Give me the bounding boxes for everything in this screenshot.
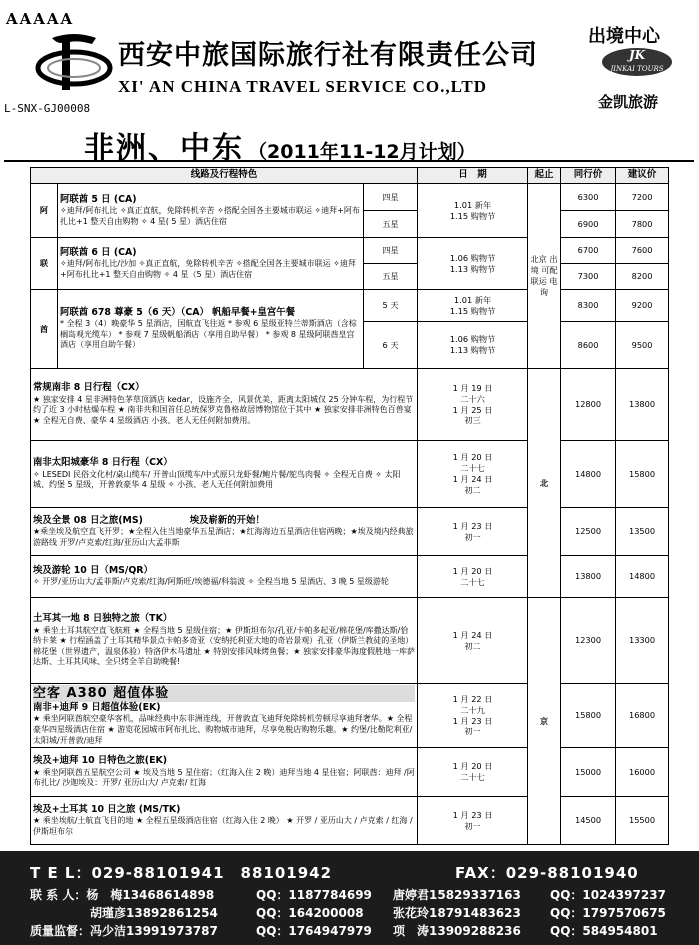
route-name: 埃及+土耳其 10 日之旅 (MS/TK) — [33, 803, 181, 815]
contact-qq: QQ：1764947979 — [256, 924, 372, 938]
date-cell — [418, 508, 528, 556]
retail-price: 13800 — [616, 369, 669, 441]
date-line: 初一 — [464, 726, 481, 737]
date-line: 1 月 24 日 — [452, 474, 493, 484]
route-cell — [58, 184, 364, 238]
jinkai-logo-text: JINKAI TOURS — [610, 65, 664, 73]
table-header-row — [31, 168, 669, 184]
col-header-peer-price: 同行价 — [561, 168, 616, 184]
license-code: L-SNX-GJ00008 — [4, 102, 91, 115]
table-row — [31, 748, 669, 797]
company-name-cn: 西安中旅国际旅行社有限责任公司 — [118, 40, 538, 71]
route-name-row — [33, 515, 415, 527]
retail-price: 15500 — [616, 797, 669, 845]
retail-price: 16800 — [616, 684, 669, 748]
table-row — [31, 238, 669, 264]
route-name: 南非太阳城豪华 8 日行程（CX） — [33, 457, 173, 469]
tier-cell: 5 天 — [364, 290, 418, 322]
date-line: 1 月 20 日 — [452, 565, 493, 576]
retail-price: 8200 — [616, 264, 669, 290]
date-line: 初二 — [464, 640, 481, 651]
peer-price: 15000 — [561, 748, 616, 797]
route-name: 土耳其一地 8 日独特之旅（TK） — [33, 613, 173, 625]
route-highlight: 埃及崭新的开始！ — [189, 514, 265, 526]
date-line: 1 月 24 日 — [452, 629, 493, 640]
date-line: 1.13 购物节 — [449, 345, 496, 355]
date-line: 二十六 — [460, 393, 485, 404]
date-cell — [418, 184, 528, 238]
date-line: 初一 — [464, 531, 481, 542]
peer-price: 12300 — [561, 598, 616, 684]
route-cell — [31, 684, 418, 748]
retail-price: 14800 — [616, 556, 669, 598]
route-desc: ✧ LESEDI 民俗文化村/桌山缆车/ 开普山顶缆车/中式原只龙虾餐/鲍片餐/鸵鸟肉餐 ✧ 全程无自费 ✧ 太阳城、约堡 5 星级，开普敦豪华 4 星级 ✧ 小孩、老人无任何附加费用 — [33, 469, 401, 490]
peer-price: 6900 — [561, 211, 616, 238]
retail-price: 13300 — [616, 598, 669, 684]
route-desc: ★ 乘坐阿联酋航空豪华客机，品味经典中东非洲连线，开普敦直飞迪拜免除转机劳顿尽享迪拜奢华。★ 全程豪华四星级酒店住宿 ★ 游览花园城市阿布扎比、购物城市迪拜，尽享免税店购物乐趣。★ 约堡/比勒陀利亚/太阳城/开普敦/迪拜 — [33, 714, 413, 745]
tier-cell: 四星 — [364, 238, 418, 264]
route-cell — [31, 441, 418, 508]
retail-price: 9200 — [616, 290, 669, 322]
date-line: 1.06 购物节 — [449, 252, 496, 263]
date-line: 1 月 25 日 — [452, 404, 493, 415]
date-line: 1 月 23 日 — [452, 520, 493, 531]
route-name: 埃及全景 08 日之旅(MS) — [33, 514, 143, 526]
date-cell — [418, 322, 528, 369]
route-cell — [31, 508, 418, 556]
department-label: 出境中心 — [588, 26, 660, 47]
contact-qq: QQ：164200008 — [256, 906, 364, 920]
page-title-sub: （2011年11-12月计划） — [248, 141, 476, 163]
date-line: 二十九 — [460, 704, 485, 715]
departure-cell-north: 北 — [528, 369, 561, 598]
date-line: 二十七 — [460, 772, 485, 782]
date-cell — [418, 556, 528, 598]
peer-price: 7300 — [561, 264, 616, 290]
date-cell — [418, 290, 528, 322]
title-divider — [4, 160, 694, 162]
route-cell — [31, 556, 418, 598]
table-row — [31, 369, 669, 441]
retail-price: 7200 — [616, 184, 669, 211]
date-line: 1 月 23 日 — [452, 715, 493, 726]
route-desc: ★ 乘坐埃航/土航直飞目的地 ★ 全程五星级酒店住宿（红海入住 2 晚） ★ 开罗 / 亚历山大 / 卢克索 / 红海 / 伊斯坦布尔 — [33, 816, 413, 836]
peer-price: 6700 — [561, 238, 616, 264]
table-row — [31, 797, 669, 845]
col-header-departure: 起止 — [528, 168, 561, 184]
date-cell — [418, 797, 528, 845]
route-desc: * 全程 3（4）晚豪华 5 星酒店，国航直飞往返 * 参观 6 星级亚特兰蒂斯酒店（含棕榈岛观光缆车） * 参观 7 星级帆船酒店（享用自助早餐） * 参观 8 星级阿联酋皇宫酒店（享用自助午餐） — [60, 319, 357, 350]
route-cell — [31, 797, 418, 845]
date-line: 初三 — [464, 415, 481, 426]
departure-cell-jing: 京 — [528, 598, 561, 845]
date-cell — [418, 238, 528, 290]
peer-price: 12500 — [561, 508, 616, 556]
route-desc: ★乘坐埃及航空直飞开罗；★全程入住当地豪华五星酒店；★红海海边五星酒店住宿两晚；★埃及境内经典旅游路线 开罗/卢克索/红海/亚历山大孟菲斯 — [33, 527, 414, 547]
peer-price: 15800 — [561, 684, 616, 748]
cts-logo-icon — [34, 28, 114, 100]
table-row — [31, 684, 669, 748]
table-row — [31, 184, 669, 211]
date-line: 1.06 购物节 — [449, 334, 496, 345]
date-cell — [418, 441, 528, 508]
contact-name: 张花玲18791483623 — [393, 906, 521, 920]
date-line: 1.15 购物节 — [449, 305, 496, 316]
peer-price: 12800 — [561, 369, 616, 441]
retail-price: 7600 — [616, 238, 669, 264]
route-cell — [58, 238, 364, 290]
rating-label: AAAAA — [6, 10, 75, 28]
svg-text:JK: JK — [628, 48, 646, 62]
contact-qq: QQ：584954801 — [550, 924, 658, 938]
date-line: 1.15 购物节 — [449, 210, 496, 221]
table-row — [31, 598, 669, 684]
region-char-c: 酋 — [31, 290, 58, 369]
route-desc: ★ 乘坐土耳其航空直飞航班 ★ 全程当地 5 星级住宿；★ 伊斯坦布尔/孔亚/卡帕多起亚/棉花堡/库撒达斯/恰纳卡莱 ★ 行程涵盖了土耳其精华景点卡帕多奇亚（安纳托利亚大地的奇岩景观）孔亚（伊斯兰教徒的圣地）棉花堡（世界遗产，温泉体验）特洛伊木马遗址 ★ 特别安排风味烤鱼餐；★ 独家安排豪华海度假胜地一库萨达斯、土耳其风味、全只烤全羊自助晚餐! — [33, 625, 415, 667]
region-char-b: 联 — [31, 238, 58, 290]
supervisor-name: 质量监督：冯少洁13991973787 — [30, 924, 218, 938]
company-name-en: XI' AN CHINA TRAVEL SERVICE CO.,LTD — [118, 77, 487, 96]
col-header-retail-price: 建议价 — [616, 168, 669, 184]
retail-price: 9500 — [616, 322, 669, 369]
route-cell — [31, 748, 418, 797]
departure-cell-arab: 北京 出境 可配 联运 电询 — [528, 184, 561, 369]
date-line: 初二 — [464, 484, 481, 495]
date-line: 1.01 新年 — [453, 199, 492, 210]
date-line: 1 月 20 日 — [452, 452, 493, 463]
fax-number: FAX：029-88101940 — [455, 864, 639, 882]
contact-name: 唐婷君15829337163 — [393, 888, 521, 902]
route-name: 阿联酋 5 日 (CA) — [60, 193, 137, 205]
date-cell — [418, 598, 528, 684]
page-title-main: 非洲、中东 — [84, 131, 244, 166]
route-desc: ✧ 开罗/亚历山大/孟菲斯/卢克索/红海/阿斯旺/埃德福/科翁波 ✧ 全程当地 5 星酒店、3 晚 5 星级游轮 — [33, 577, 389, 587]
route-cell — [31, 598, 418, 684]
date-cell — [418, 369, 528, 441]
table-row — [31, 290, 669, 322]
contact-name: 胡瑾彦13892861254 — [30, 906, 218, 920]
itinerary-table — [30, 167, 669, 845]
route-name: 阿联酋 6 日 (CA) — [60, 246, 137, 258]
date-line: 1.01 新年 — [453, 294, 492, 305]
tier-cell: 6 天 — [364, 322, 418, 369]
col-header-route: 线路及行程特色 — [31, 168, 418, 184]
date-cell — [418, 684, 528, 748]
date-line: 1.13 购物节 — [449, 263, 496, 274]
peer-price: 8300 — [561, 290, 616, 322]
route-cell — [31, 369, 418, 441]
contact-qq: QQ：1797570675 — [550, 906, 666, 920]
header — [0, 0, 699, 122]
route-banner: 空客 A380 超值体验 — [33, 685, 415, 702]
retail-price: 15800 — [616, 441, 669, 508]
date-cell — [418, 748, 528, 797]
date-line: 初一 — [464, 820, 481, 831]
peer-price: 14800 — [561, 441, 616, 508]
route-desc: ✧迪拜/阿布扎比 ✧真正直航，免除转机辛苦 ✧搭配全国各主要城市联运 ✧迪拜+阿布扎比+1 整天自由购物 ✧ 4 星( 5 星）酒店住宿 — [60, 206, 360, 226]
contact-name: 项 涛13909288236 — [393, 924, 521, 938]
retail-price: 7800 — [616, 211, 669, 238]
table-row — [31, 441, 669, 508]
region-char-a: 阿 — [31, 184, 58, 238]
phone-numbers: T E L：029-88101941 88101942 — [30, 864, 333, 882]
footer — [0, 851, 699, 945]
route-desc: ★ 独家安排 4 星非洲特色茅草顶酒店 kedar，设施齐全，风景优美，距离太阳城仅 25 分钟车程，为行程节约了近 3 小时枯燥车程 ★ 南非共和国首任总统保罗克鲁格故居博物馆位于其中 ★ 独家安排非洲特色百兽宴 ★ 全程无自费、豪华 4 星级酒店 小孩、老人无任何附加费用。 — [33, 394, 414, 425]
contact-qq: QQ：1187784699 — [256, 888, 372, 902]
tier-cell: 五星 — [364, 211, 418, 238]
date-line: 二十七 — [460, 463, 485, 474]
peer-price: 8600 — [561, 322, 616, 369]
route-name: 阿联酋 678 尊豪 5（6 天）（CA） 帆船早餐+皇宫午餐 — [60, 306, 295, 318]
retail-price: 16000 — [616, 748, 669, 797]
route-name: 埃及+迪拜 10 日特色之旅(EK) — [33, 755, 168, 767]
peer-price: 13800 — [561, 556, 616, 598]
retail-price: 13500 — [616, 508, 669, 556]
route-name: 常规南非 8 日行程（CX） — [33, 382, 145, 394]
tier-cell: 五星 — [364, 264, 418, 290]
col-header-date: 日 期 — [418, 168, 528, 184]
contact-qq: QQ：1024397237 — [550, 888, 666, 902]
route-cell — [58, 290, 364, 369]
route-name: 埃及游轮 10 日（MS/QR） — [33, 565, 153, 577]
table-row — [31, 508, 669, 556]
table-row — [31, 556, 669, 598]
tier-cell: 四星 — [364, 184, 418, 211]
peer-price: 6300 — [561, 184, 616, 211]
route-name: 南非+迪拜 9 日超值体验(EK) — [33, 702, 161, 714]
date-line: 1 月 20 日 — [452, 761, 493, 772]
contact-name: 联 系 人：杨 梅13468614898 — [30, 888, 215, 902]
date-line: 二十七 — [460, 576, 485, 587]
date-line: 1 月 19 日 — [452, 382, 493, 393]
route-desc: ★ 乘坐阿联酋五星航空公司 ★ 埃及当地 5 星住宿；（红海入住 2 晚）迪拜当地 4 星住宿；阿联酋：迪拜 /阿布扎比/ 沙迦埃及：开罗/ 亚历山大/ 卢克索/ 红海 — [33, 767, 415, 788]
route-desc: ✧迪拜/阿布扎比/沙加 ✧真正直航，免除转机辛苦 ✧搭配全国各主要城市联运 ✧迪拜+阿布扎比+1 整天自由购物 ✧ 4 星（5 星）酒店住宿 — [60, 259, 356, 279]
jinkai-logo-icon — [600, 46, 674, 78]
date-line: 1 月 22 日 — [452, 693, 493, 704]
peer-price: 14500 — [561, 797, 616, 845]
jinkai-name-cn: 金凯旅游 — [598, 93, 659, 111]
date-line: 1 月 23 日 — [452, 809, 493, 820]
